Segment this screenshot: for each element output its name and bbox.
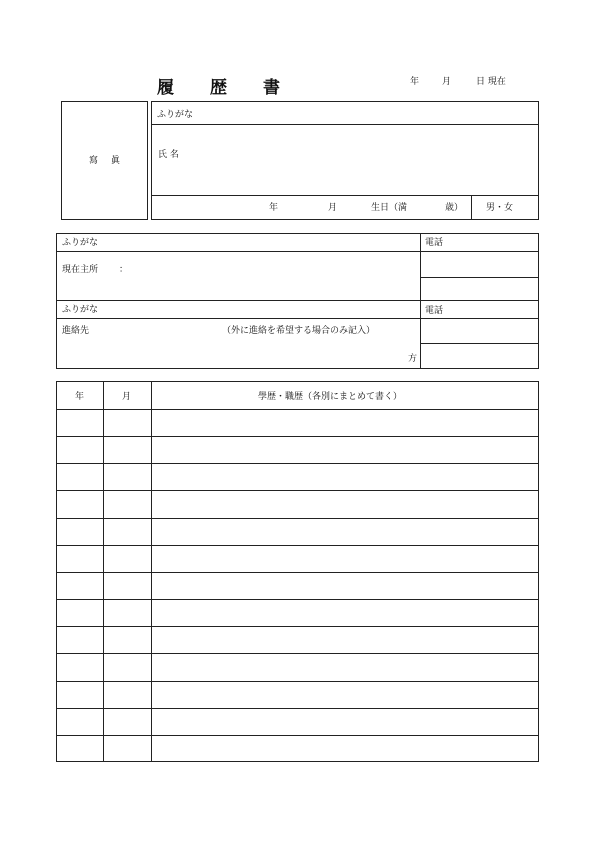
photo-label-1: 寫	[89, 156, 99, 166]
table-row-divider	[56, 626, 539, 627]
table-row-divider	[56, 463, 539, 464]
table-row-divider	[56, 490, 539, 491]
as-of-year: 年	[410, 77, 420, 87]
divider	[56, 251, 420, 252]
divider	[420, 277, 539, 278]
birth-day-age-label: 生日（満	[371, 203, 408, 213]
divider	[420, 343, 539, 344]
table-row-divider	[56, 436, 539, 437]
title-char-2: 歴	[210, 78, 227, 98]
table-row-divider	[56, 599, 539, 600]
table-row-divider	[56, 653, 539, 654]
as-of-day: 日 現在	[476, 77, 506, 87]
current-address-label: 現在主所	[62, 265, 99, 275]
as-of-month: 月	[442, 77, 452, 87]
divider	[56, 300, 539, 301]
name-label: 氏 名	[158, 150, 179, 160]
divider	[420, 251, 539, 252]
title-char-1: 履	[157, 78, 174, 98]
divider	[151, 124, 539, 125]
divider	[420, 318, 539, 319]
table-row-divider	[56, 572, 539, 573]
address-furigana-label: ふりがな	[62, 238, 99, 248]
header-divider	[56, 409, 539, 410]
personal-info-box	[151, 101, 539, 220]
birth-month-label: 月	[328, 203, 338, 213]
address-box	[56, 233, 539, 369]
birth-year-label: 年	[269, 203, 279, 213]
contact-furigana-label: ふりがな	[62, 305, 99, 315]
age-suffix-label: 歳）	[445, 203, 464, 213]
table-row-divider	[56, 518, 539, 519]
column-header-month: 月	[122, 392, 132, 402]
table-row-divider	[56, 708, 539, 709]
address-phone-label: 電話	[425, 238, 444, 248]
title-char-3: 書	[263, 78, 280, 98]
contact-phone-label: 電話	[425, 306, 444, 316]
photo-box	[61, 101, 148, 220]
column-header-year: 年	[75, 392, 85, 402]
photo-label-2: 眞	[111, 156, 121, 166]
divider	[56, 318, 420, 319]
contact-label: 進絡先	[62, 326, 90, 336]
gender-label: 男・女	[486, 203, 514, 213]
table-row-divider	[56, 681, 539, 682]
column-header-history: 學歴・職歴（各別にまとめて書く）	[258, 392, 403, 402]
address-colon: ：	[119, 265, 129, 275]
divider	[471, 195, 472, 220]
divider	[420, 233, 421, 369]
furigana-label: ふりがな	[157, 110, 194, 120]
contact-note: （外に進絡を希望する場合のみ記入）	[222, 326, 376, 336]
divider	[151, 195, 539, 196]
table-row-divider	[56, 545, 539, 546]
table-row-divider	[56, 735, 539, 736]
contact-kata: 方	[408, 354, 418, 364]
